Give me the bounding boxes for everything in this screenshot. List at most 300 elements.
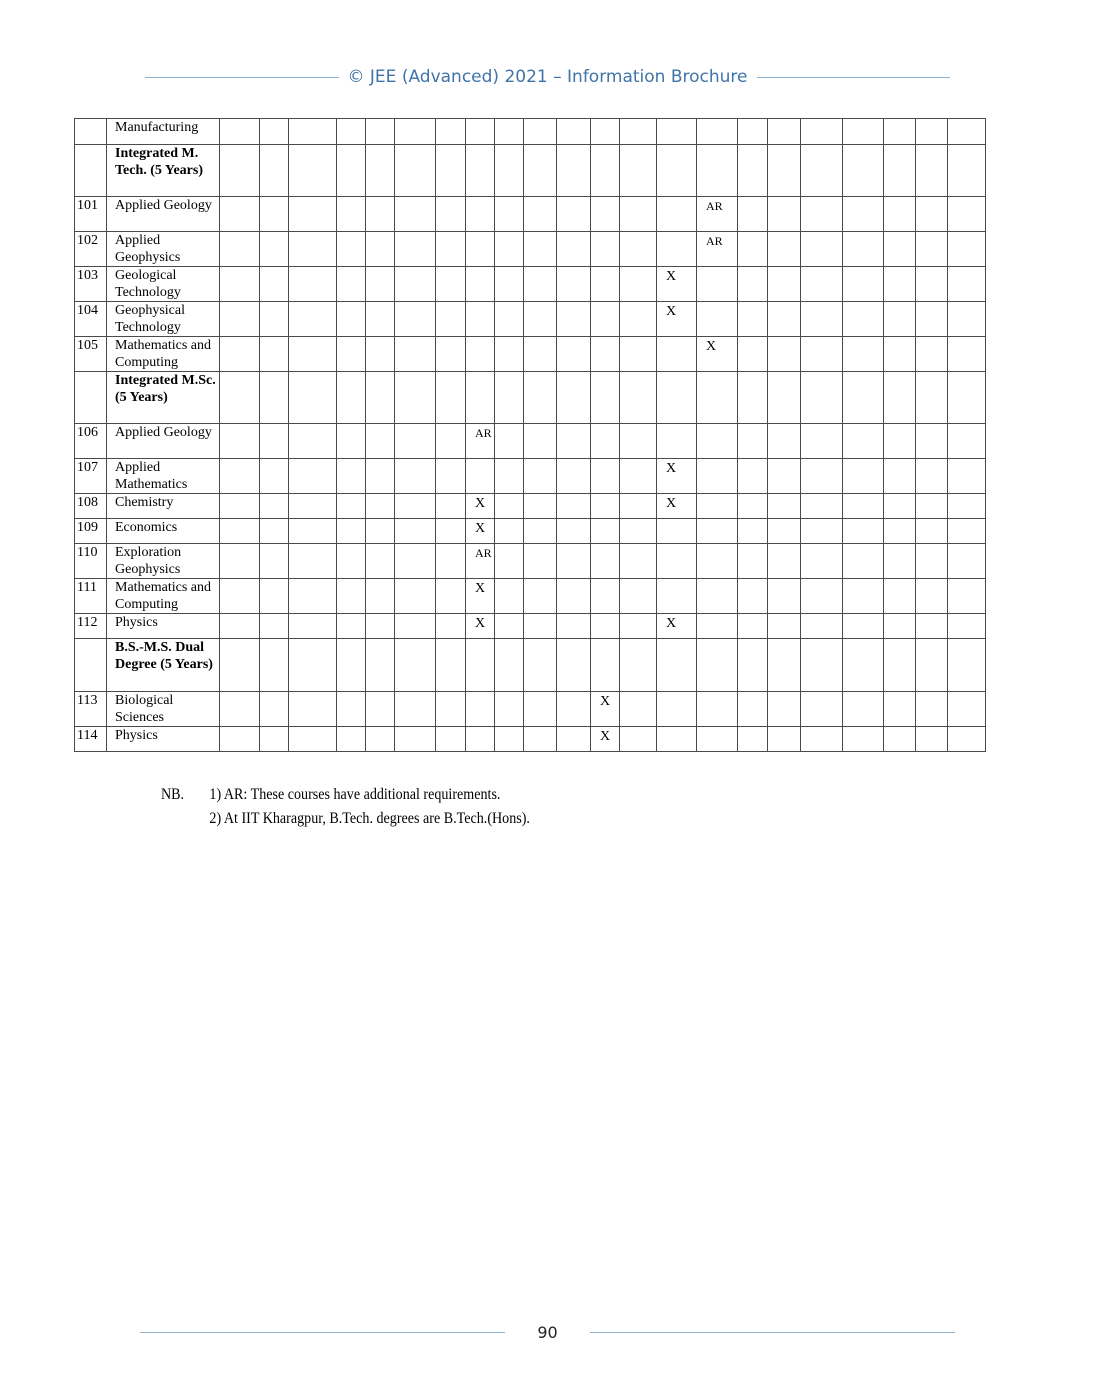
availability-cell	[289, 494, 337, 519]
availability-cell	[948, 197, 986, 232]
availability-cell	[395, 302, 436, 337]
availability-cell	[466, 579, 495, 614]
availability-cell	[884, 727, 916, 752]
serial-number-cell: 110	[75, 544, 107, 579]
availability-cell	[843, 424, 884, 459]
available-mark: X	[475, 616, 486, 631]
course-name-cell: Economics	[107, 519, 220, 544]
availability-cell	[738, 372, 768, 424]
availability-cell	[289, 197, 337, 232]
availability-cell	[260, 544, 289, 579]
availability-cell	[524, 267, 557, 302]
availability-cell	[768, 232, 801, 267]
availability-cell	[697, 337, 738, 372]
availability-cell	[884, 145, 916, 197]
availability-cell	[591, 639, 620, 692]
availability-cell	[220, 639, 260, 692]
availability-cell	[395, 424, 436, 459]
availability-cell	[916, 727, 948, 752]
availability-cell	[557, 692, 591, 727]
serial-number-cell: 105	[75, 337, 107, 372]
availability-cell	[738, 302, 768, 337]
availability-cell	[697, 494, 738, 519]
availability-cell	[260, 197, 289, 232]
availability-cell	[337, 372, 366, 424]
table-row	[75, 459, 986, 494]
availability-cell	[289, 372, 337, 424]
availability-cell	[768, 119, 801, 145]
availability-cell	[436, 727, 466, 752]
availability-cell	[466, 302, 495, 337]
availability-cell	[738, 727, 768, 752]
availability-cell	[220, 372, 260, 424]
availability-cell	[289, 692, 337, 727]
availability-cell	[916, 232, 948, 267]
availability-cell	[884, 544, 916, 579]
table-row	[75, 119, 986, 145]
availability-cell	[436, 119, 466, 145]
page-number: 90	[537, 1322, 558, 1342]
availability-cell	[557, 614, 591, 639]
availability-cell	[220, 197, 260, 232]
availability-cell	[289, 119, 337, 145]
availability-cell	[395, 372, 436, 424]
course-name-cell: Biological Sciences	[107, 692, 220, 727]
availability-cell	[436, 197, 466, 232]
availability-cell	[557, 494, 591, 519]
availability-cell	[620, 459, 657, 494]
availability-cell	[801, 579, 843, 614]
course-name-cell: Mathematics and Computing	[107, 579, 220, 614]
availability-cell	[220, 692, 260, 727]
availability-cell	[495, 727, 524, 752]
availability-cell	[220, 459, 260, 494]
availability-cell	[289, 544, 337, 579]
availability-cell	[697, 145, 738, 197]
availability-cell	[801, 692, 843, 727]
section-title-cell: B.S.-M.S. Dual Degree (5 Years)	[107, 639, 220, 692]
availability-cell	[738, 639, 768, 692]
availability-cell	[801, 639, 843, 692]
page-header	[145, 64, 950, 90]
availability-cell	[436, 267, 466, 302]
availability-cell	[337, 639, 366, 692]
availability-cell	[916, 145, 948, 197]
availability-cell	[948, 692, 986, 727]
availability-cell	[436, 579, 466, 614]
availability-cell	[395, 639, 436, 692]
availability-cell	[948, 119, 986, 145]
availability-cell	[657, 579, 697, 614]
availability-cell	[557, 302, 591, 337]
availability-cell	[738, 267, 768, 302]
availability-cell	[466, 459, 495, 494]
availability-cell	[289, 639, 337, 692]
availability-cell	[591, 302, 620, 337]
availability-cell	[768, 267, 801, 302]
availability-cell	[366, 119, 395, 145]
serial-number-cell: 112	[75, 614, 107, 639]
availability-cell	[768, 372, 801, 424]
footer-rule-left	[140, 1332, 505, 1333]
availability-cell	[466, 197, 495, 232]
availability-cell	[524, 544, 557, 579]
availability-cell	[260, 614, 289, 639]
availability-cell	[260, 494, 289, 519]
availability-cell	[495, 197, 524, 232]
availability-cell	[620, 232, 657, 267]
availability-cell	[657, 639, 697, 692]
availability-cell	[289, 727, 337, 752]
serial-number-cell: 113	[75, 692, 107, 727]
availability-cell	[260, 145, 289, 197]
availability-cell	[738, 145, 768, 197]
availability-cell	[768, 614, 801, 639]
availability-cell	[738, 692, 768, 727]
availability-cell	[495, 579, 524, 614]
note-item: 1) AR: These courses have additional requirements.	[209, 786, 501, 803]
section-header-row	[75, 145, 986, 197]
availability-cell	[768, 302, 801, 337]
availability-cell	[916, 692, 948, 727]
availability-cell	[557, 519, 591, 544]
section-title-cell: Integrated M.Sc. (5 Years)	[107, 372, 220, 424]
available-mark: X	[666, 616, 677, 631]
availability-cell	[366, 494, 395, 519]
availability-cell	[466, 267, 495, 302]
availability-cell	[768, 544, 801, 579]
availability-cell	[524, 424, 557, 459]
availability-cell	[948, 337, 986, 372]
availability-cell	[495, 519, 524, 544]
availability-cell	[657, 197, 697, 232]
availability-cell	[337, 119, 366, 145]
availability-cell	[495, 639, 524, 692]
availability-cell	[843, 197, 884, 232]
availability-cell	[768, 519, 801, 544]
availability-cell	[884, 494, 916, 519]
availability-cell	[620, 145, 657, 197]
availability-cell	[495, 424, 524, 459]
availability-cell	[557, 197, 591, 232]
availability-cell	[495, 145, 524, 197]
availability-cell	[289, 519, 337, 544]
course-name-cell: Mathematics and Computing	[107, 337, 220, 372]
availability-cell	[916, 337, 948, 372]
available-mark: X	[600, 694, 611, 709]
availability-cell	[768, 692, 801, 727]
availability-cell	[916, 494, 948, 519]
available-mark: X	[706, 339, 717, 354]
availability-cell	[524, 337, 557, 372]
availability-cell	[260, 119, 289, 145]
availability-cell	[466, 372, 495, 424]
availability-cell	[591, 372, 620, 424]
availability-cell	[916, 197, 948, 232]
availability-cell	[366, 267, 395, 302]
availability-cell	[220, 119, 260, 145]
availability-cell	[366, 302, 395, 337]
course-availability-table	[74, 118, 986, 752]
availability-cell	[220, 424, 260, 459]
availability-cell	[495, 544, 524, 579]
availability-cell	[884, 197, 916, 232]
availability-cell	[801, 424, 843, 459]
section-title-cell: Integrated M. Tech. (5 Years)	[107, 145, 220, 197]
availability-cell	[557, 232, 591, 267]
available-mark: X	[666, 461, 677, 476]
availability-cell	[620, 579, 657, 614]
course-name-cell: Physics	[107, 727, 220, 752]
availability-cell	[768, 579, 801, 614]
availability-cell	[948, 372, 986, 424]
course-name-cell: Exploration Geophysics	[107, 544, 220, 579]
availability-cell	[738, 544, 768, 579]
availability-cell	[557, 372, 591, 424]
availability-cell	[366, 579, 395, 614]
table-row	[75, 267, 986, 302]
availability-cell	[591, 424, 620, 459]
availability-cell	[768, 337, 801, 372]
availability-cell	[220, 579, 260, 614]
availability-cell	[620, 372, 657, 424]
serial-number-cell: 107	[75, 459, 107, 494]
availability-cell	[916, 424, 948, 459]
serial-number-cell	[75, 119, 107, 145]
availability-cell	[495, 119, 524, 145]
availability-cell	[697, 372, 738, 424]
available-mark: X	[600, 729, 611, 744]
availability-cell	[884, 579, 916, 614]
availability-cell	[884, 639, 916, 692]
footer-rule-right	[590, 1332, 955, 1333]
table-row	[75, 727, 986, 752]
serial-number-cell: 106	[75, 424, 107, 459]
availability-cell	[948, 544, 986, 579]
availability-cell	[843, 372, 884, 424]
availability-cell	[366, 519, 395, 544]
availability-cell	[524, 519, 557, 544]
availability-cell	[843, 119, 884, 145]
available-mark: X	[666, 304, 677, 319]
availability-cell	[260, 459, 289, 494]
availability-cell	[884, 692, 916, 727]
serial-number-cell: 104	[75, 302, 107, 337]
availability-cell	[657, 302, 697, 337]
availability-cell	[657, 692, 697, 727]
table-row	[75, 302, 986, 337]
available-mark: X	[475, 496, 486, 511]
availability-cell	[495, 267, 524, 302]
availability-cell	[916, 614, 948, 639]
availability-cell	[466, 494, 495, 519]
availability-cell	[260, 639, 289, 692]
availability-cell	[495, 337, 524, 372]
availability-cell	[366, 337, 395, 372]
availability-cell	[337, 544, 366, 579]
availability-cell	[697, 519, 738, 544]
availability-cell	[916, 302, 948, 337]
availability-cell	[366, 692, 395, 727]
availability-cell	[801, 459, 843, 494]
availability-cell	[289, 337, 337, 372]
availability-cell	[366, 727, 395, 752]
availability-cell	[524, 302, 557, 337]
availability-cell	[948, 459, 986, 494]
availability-cell	[801, 727, 843, 752]
availability-cell	[657, 459, 697, 494]
serial-number-cell	[75, 639, 107, 692]
availability-cell	[697, 197, 738, 232]
availability-cell	[801, 372, 843, 424]
availability-cell	[524, 119, 557, 145]
availability-cell	[395, 232, 436, 267]
availability-cell	[436, 614, 466, 639]
course-name-cell: Applied Geology	[107, 197, 220, 232]
availability-cell	[524, 459, 557, 494]
availability-cell	[395, 119, 436, 145]
availability-cell	[220, 614, 260, 639]
availability-cell	[768, 145, 801, 197]
availability-cell	[366, 197, 395, 232]
availability-cell	[436, 544, 466, 579]
availability-cell	[948, 519, 986, 544]
serial-number-cell: 109	[75, 519, 107, 544]
availability-cell	[557, 544, 591, 579]
availability-cell	[948, 727, 986, 752]
availability-cell	[436, 302, 466, 337]
availability-cell	[395, 727, 436, 752]
available-mark: X	[475, 521, 486, 536]
availability-cell	[395, 544, 436, 579]
availability-cell	[557, 267, 591, 302]
availability-cell	[524, 727, 557, 752]
availability-cell	[843, 519, 884, 544]
availability-cell	[260, 372, 289, 424]
additional-requirements-mark: AR	[706, 199, 723, 213]
availability-cell	[289, 267, 337, 302]
availability-cell	[557, 145, 591, 197]
availability-cell	[466, 639, 495, 692]
availability-cell	[395, 494, 436, 519]
availability-cell	[495, 232, 524, 267]
availability-cell	[557, 424, 591, 459]
availability-cell	[768, 197, 801, 232]
availability-cell	[591, 197, 620, 232]
availability-cell	[466, 692, 495, 727]
availability-cell	[289, 614, 337, 639]
availability-cell	[843, 267, 884, 302]
availability-cell	[916, 544, 948, 579]
availability-cell	[657, 337, 697, 372]
availability-cell	[436, 337, 466, 372]
availability-cell	[220, 267, 260, 302]
availability-cell	[395, 267, 436, 302]
availability-cell	[260, 519, 289, 544]
availability-cell	[948, 145, 986, 197]
availability-cell	[557, 727, 591, 752]
availability-cell	[620, 494, 657, 519]
availability-cell	[220, 727, 260, 752]
available-mark: X	[666, 496, 677, 511]
availability-cell	[591, 337, 620, 372]
availability-cell	[884, 614, 916, 639]
availability-cell	[738, 424, 768, 459]
course-name-cell: Geophysical Technology	[107, 302, 220, 337]
availability-cell	[260, 727, 289, 752]
availability-cell	[395, 614, 436, 639]
availability-cell	[697, 232, 738, 267]
availability-cell	[657, 519, 697, 544]
availability-cell	[495, 494, 524, 519]
availability-cell	[366, 145, 395, 197]
availability-cell	[591, 519, 620, 544]
availability-cell	[366, 372, 395, 424]
availability-cell	[466, 424, 495, 459]
availability-cell	[591, 459, 620, 494]
availability-cell	[260, 692, 289, 727]
availability-cell	[801, 119, 843, 145]
availability-cell	[337, 337, 366, 372]
availability-cell	[260, 267, 289, 302]
availability-cell	[495, 372, 524, 424]
availability-cell	[620, 119, 657, 145]
availability-cell	[738, 459, 768, 494]
availability-cell	[220, 519, 260, 544]
availability-cell	[289, 302, 337, 337]
availability-cell	[697, 119, 738, 145]
availability-cell	[916, 639, 948, 692]
notes-label: NB.	[161, 786, 185, 803]
availability-cell	[436, 145, 466, 197]
availability-cell	[916, 372, 948, 424]
availability-cell	[337, 232, 366, 267]
availability-cell	[657, 727, 697, 752]
availability-cell	[260, 424, 289, 459]
availability-cell	[495, 614, 524, 639]
availability-cell	[337, 579, 366, 614]
availability-cell	[524, 145, 557, 197]
availability-cell	[436, 459, 466, 494]
availability-cell	[466, 614, 495, 639]
availability-cell	[220, 145, 260, 197]
availability-cell	[436, 519, 466, 544]
availability-cell	[620, 639, 657, 692]
availability-cell	[768, 639, 801, 692]
availability-cell	[843, 494, 884, 519]
availability-cell	[260, 302, 289, 337]
availability-cell	[591, 579, 620, 614]
course-name-cell: Applied Mathematics	[107, 459, 220, 494]
availability-cell	[495, 459, 524, 494]
availability-cell	[557, 459, 591, 494]
availability-cell	[657, 232, 697, 267]
availability-cell	[620, 544, 657, 579]
availability-cell	[591, 614, 620, 639]
availability-cell	[657, 119, 697, 145]
availability-cell	[884, 459, 916, 494]
page-footer	[140, 1320, 955, 1344]
availability-cell	[657, 145, 697, 197]
availability-cell	[220, 302, 260, 337]
availability-cell	[948, 639, 986, 692]
availability-cell	[697, 544, 738, 579]
availability-cell	[948, 424, 986, 459]
availability-cell	[916, 267, 948, 302]
availability-cell	[337, 197, 366, 232]
availability-cell	[843, 302, 884, 337]
table-row	[75, 544, 986, 579]
